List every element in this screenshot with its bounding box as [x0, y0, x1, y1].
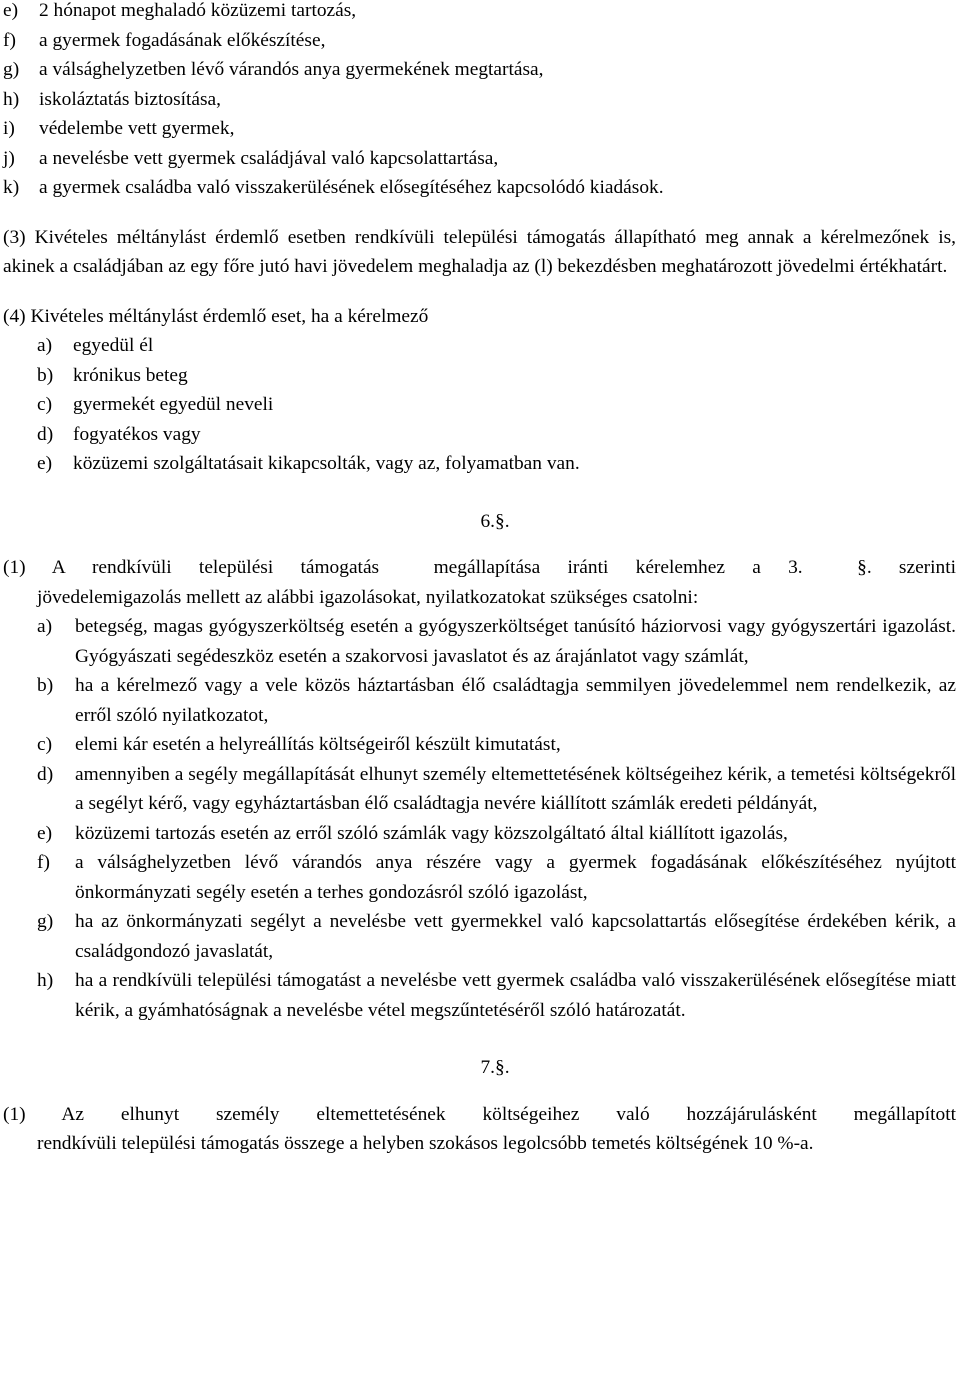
list-label: c)	[37, 394, 53, 415]
list-text: a válsághelyzetben lévő várandós anya gyermekének megtartása,	[39, 59, 544, 80]
list-text: a nevelésbe vett gyermek családjával való kapcsolattartása,	[39, 147, 499, 169]
list-label: h)	[3, 88, 20, 110]
list-label: d)	[37, 423, 54, 445]
list-item	[37, 966, 956, 1025]
list-text: ha az önkormányzati segélyt a nevelésbe vett gyermekkel való kapcsolattartás elősegítése érdekében kérik, a családgondozó javaslatát,	[75, 911, 956, 962]
list-item	[3, 55, 960, 85]
list-text: 2 hónapot meghaladó közüzemi tartozás,	[39, 0, 357, 21]
list-item	[37, 907, 956, 966]
section-6-intro-line-1: (1) A rendkívüli települési támogatás megállapítása iránti kérelemhez a 3. §. szerinti	[3, 557, 956, 578]
list-label: h)	[37, 970, 54, 991]
list-item	[37, 390, 960, 420]
list-item	[37, 671, 956, 730]
list-text: a gyermek családba való visszakerülésének elősegítéséhez kapcsolódó kiadások.	[39, 177, 664, 198]
list-item	[37, 848, 956, 907]
list-item	[3, 144, 960, 174]
section-7-line-1: (1) Az elhunyt személy eltemettetésének költségeihez való hozzájárulásként megállapított	[3, 1103, 956, 1125]
section-7-heading: 7.§.	[480, 1057, 510, 1078]
list-label: e)	[37, 453, 53, 474]
list-label: a)	[37, 616, 53, 637]
paragraph-3: (3) Kivételes méltánylást érdemlő esetben rendkívüli települési támogatás állapítható meg annak a kérelmezőnek is, akinek a családjában az egy főre jutó havi jövedelem meghaladja az (l) bekezdésben meghatározott jövedelmi értékhatárt.	[3, 226, 956, 277]
list-item	[3, 85, 960, 115]
list-label: i)	[3, 118, 15, 139]
section-6-intro	[3, 553, 960, 612]
list-label: g)	[37, 911, 54, 932]
list-item	[3, 26, 960, 56]
paragraph-4-list	[37, 331, 960, 479]
list-label: d)	[37, 763, 54, 785]
list-item	[37, 449, 960, 479]
section-6-list	[37, 612, 960, 1025]
section-7-body: rendkívüli települési támogatás összege a helyben szokásos legolcsóbb temetés költségének 10 %-a.	[37, 1133, 814, 1154]
section-6-intro-line-2: jövedelemigazolás mellett az alábbi igazolásokat, nyilatkozatokat szükséges csatolni:	[37, 586, 699, 608]
list-text: ha a kérelmező vagy a vele közös háztartásban élő családtagja semmilyen jövedelemmel nem rendelkezik, az erről szóló nyilatkozatot,	[75, 675, 956, 726]
list-label: j)	[3, 147, 15, 169]
section-7-paragraph	[3, 1100, 960, 1159]
list-item	[3, 0, 960, 26]
list-item	[37, 361, 960, 391]
list-text: a gyermek fogadásának előkészítése,	[39, 29, 326, 51]
list-text: iskoláztatás biztosítása,	[39, 88, 222, 110]
list-text: védelembe vett gyermek,	[39, 118, 235, 139]
list-text: közüzemi tartozás esetén az erről szóló számlák vagy közszolgáltató által kiállított igazolás,	[75, 822, 788, 844]
list-text: amennyiben a segély megállapítását elhunyt személy eltemettetésének költségeihez kérik, a temetési költségekről a segélyt kérő, vagy egyháztartásban élő családtagja nevére kiállított számlák eredeti példányát,	[75, 763, 956, 814]
paragraph-4-intro: (4) Kivételes méltánylást érdemlő eset, ha a kérelmező	[3, 305, 429, 327]
list-item	[37, 760, 956, 819]
list-item	[37, 730, 956, 760]
list-text: gyermekét egyedül neveli	[73, 394, 274, 415]
list-text: fogyatékos vagy	[73, 423, 201, 445]
list-label: g)	[3, 59, 20, 80]
section-6-heading: 6.§.	[480, 510, 510, 532]
list-item	[37, 612, 956, 671]
list-label: c)	[37, 734, 53, 755]
list-label: f)	[37, 852, 50, 873]
continued-list	[3, 0, 960, 203]
list-label: a)	[37, 335, 53, 356]
list-text: betegség, magas gyógyszerköltség esetén a gyógyszerköltséget tanúsító háziorvosi vagy gyógyszertári igazolást. Gyógyászati segédeszköz esetén a szakorvosi javaslatot és az árajánlatot vagy számlát,	[75, 616, 956, 667]
list-item	[3, 114, 960, 144]
list-label: b)	[37, 675, 54, 696]
list-text: közüzemi szolgáltatásait kikapcsolták, vagy az, folyamatban van.	[73, 453, 580, 474]
list-item	[37, 819, 956, 849]
list-label: e)	[37, 822, 53, 844]
list-text: krónikus beteg	[73, 364, 188, 386]
list-item	[37, 420, 960, 450]
list-item	[3, 173, 960, 203]
list-label: f)	[3, 29, 16, 51]
list-text: ha a rendkívüli települési támogatást a nevelésbe vett gyermek családba való visszakerülésének elősegítése miatt kérik, a gyámhatóságnak a nevelésbe vétel megszűntetéséről szóló határozatát.	[75, 970, 956, 1021]
list-text: a válsághelyzetben lévő várandós anya részére vagy a gyermek fogadásának előkészítéséhez nyújtott önkormányzati segély esetén a terhes gondozásról szóló igazolást,	[75, 852, 956, 903]
list-item	[37, 331, 960, 361]
list-text: elemi kár esetén a helyreállítás költségeiről készült kimutatást,	[75, 734, 561, 755]
list-label: e)	[3, 0, 19, 21]
list-label: b)	[37, 364, 54, 386]
list-label: k)	[3, 177, 20, 198]
list-text: egyedül él	[73, 335, 154, 356]
